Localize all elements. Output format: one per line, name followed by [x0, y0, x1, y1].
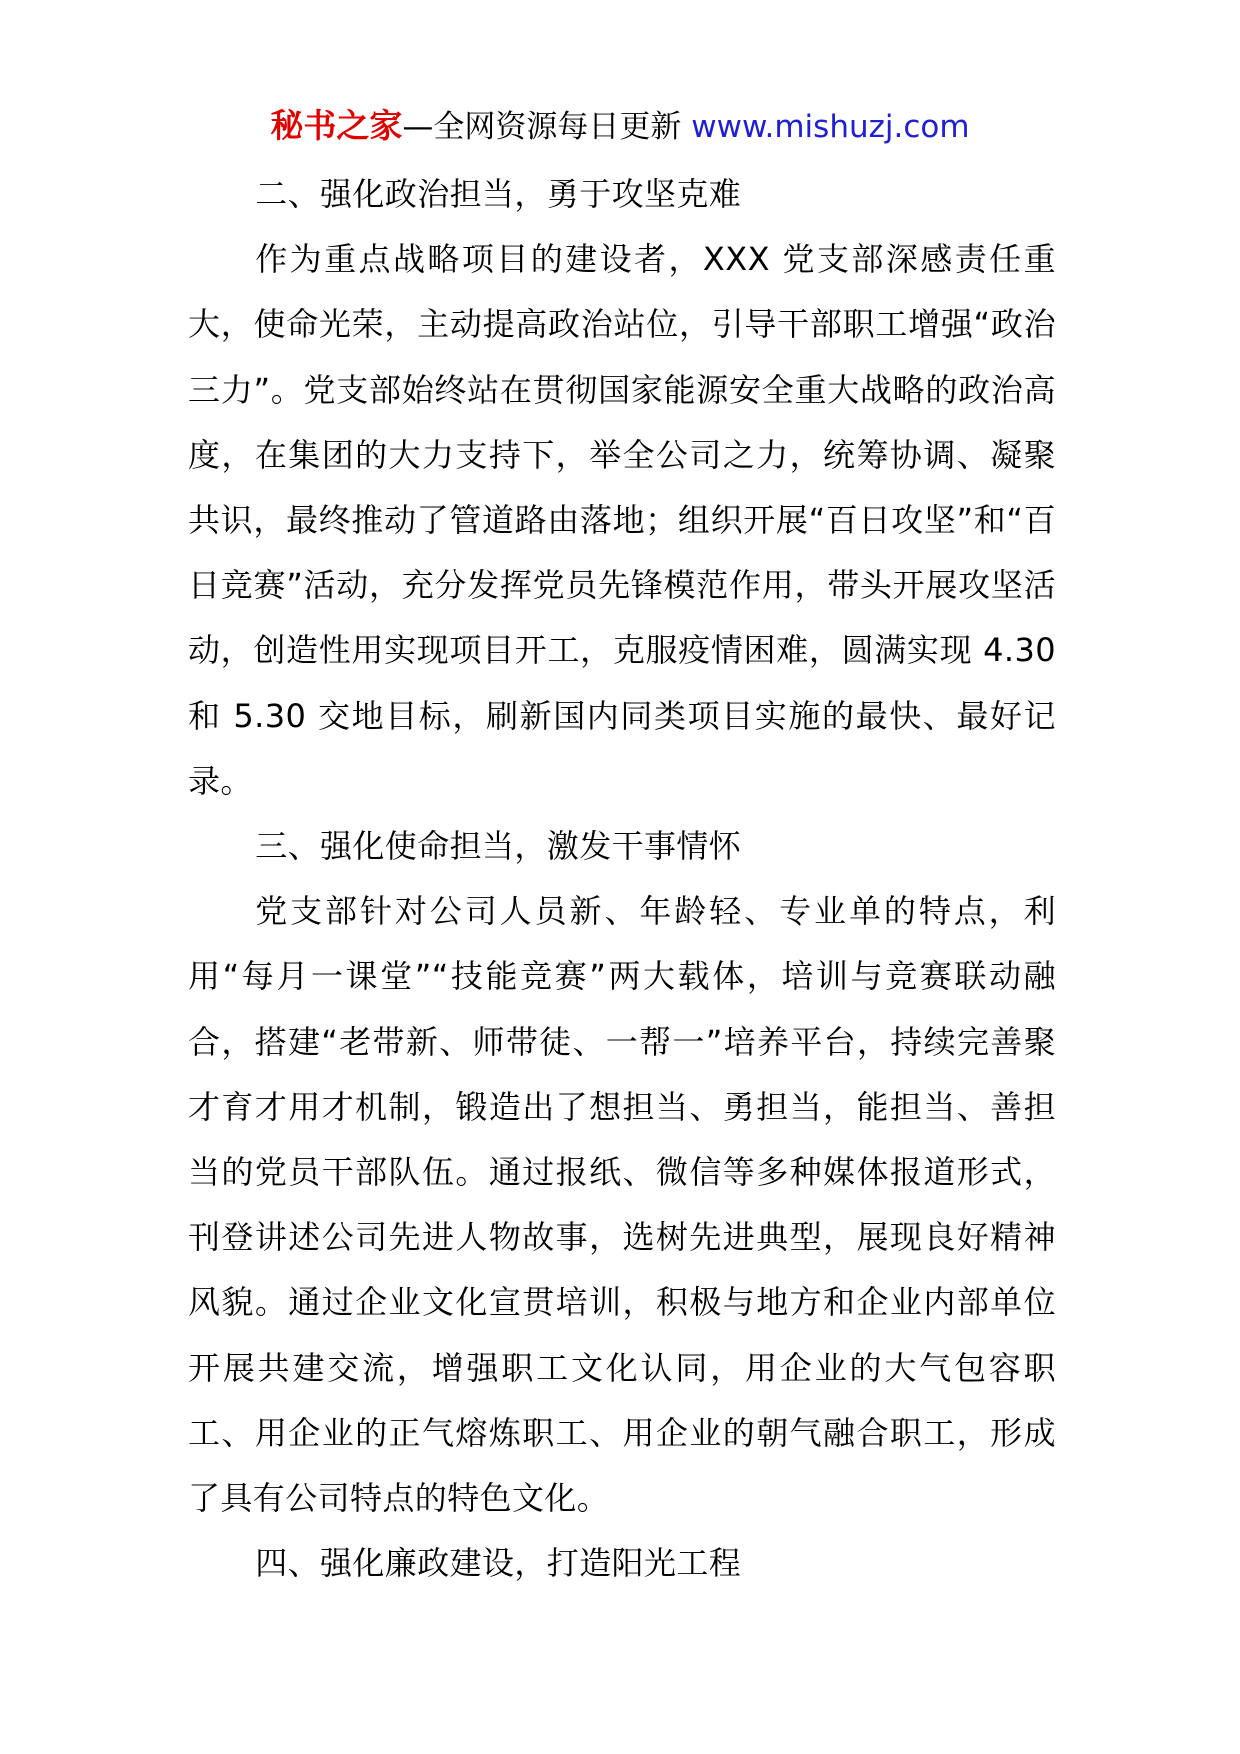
header-tagline: —全网资源每日更新 [402, 109, 682, 145]
document-body [188, 162, 1056, 1596]
section-heading-3: 三、强化使命担当，激发干事情怀 [255, 827, 742, 866]
section-heading-4: 四、强化廉政建设，打造阳光工程 [255, 1544, 742, 1583]
section-heading-2: 二、强化政治担当，勇于攻坚克难 [255, 175, 742, 213]
brand-name: 秘书之家 [270, 106, 403, 145]
section-paragraph-3: 党支部针对公司人员新、年龄轻、专业单的特点，利用“每月一课堂”“技能竞赛”两大载体，培训与竞赛联动融合，搭建“老带新、师带徒、一帮一”培养平台，持续完善聚才育才用才机制，锻造出了想担当、勇担当，能担当、善担当的党员干部队伍。通过报纸、微信等多种媒体报道形式，刊登讲述公司先进人物故事，选树先进典型，展现良好精神风貌。通过企业文化宣贯培训，积极与地方和企业内部单位开展共建交流，增强职工文化认同，用企业的大气包容职工、用企业的正气熔炼职工、用企业的朝气融合职工，形成了具有公司特点的特色文化。 [188, 892, 1056, 1518]
section-paragraph-2: 作为重点战略项目的建设者，XXX 党支部深感责任重大，使命光荣，主动提高政治站位，引导干部职工增强“政治三力”。党支部始终站在贯彻国家能源安全重大战略的政治高度，在集团的大力支持下，举全公司之力，统筹协调、凝聚共识，最终推动了管道路由落地；组织开展“百日攻坚”和“百日竞赛”活动，充分发挥党员先锋模范作用，带头开展攻坚活动，创造性用实现项目开工，克服疫情困难，圆满实现 4.30 和 5.30 交地目标，刷新国内同类项目实施的最快、最好记录。 [188, 240, 1056, 800]
site-url-link[interactable]: www.mishuzj.com [691, 109, 970, 145]
page-header [0, 100, 1240, 153]
